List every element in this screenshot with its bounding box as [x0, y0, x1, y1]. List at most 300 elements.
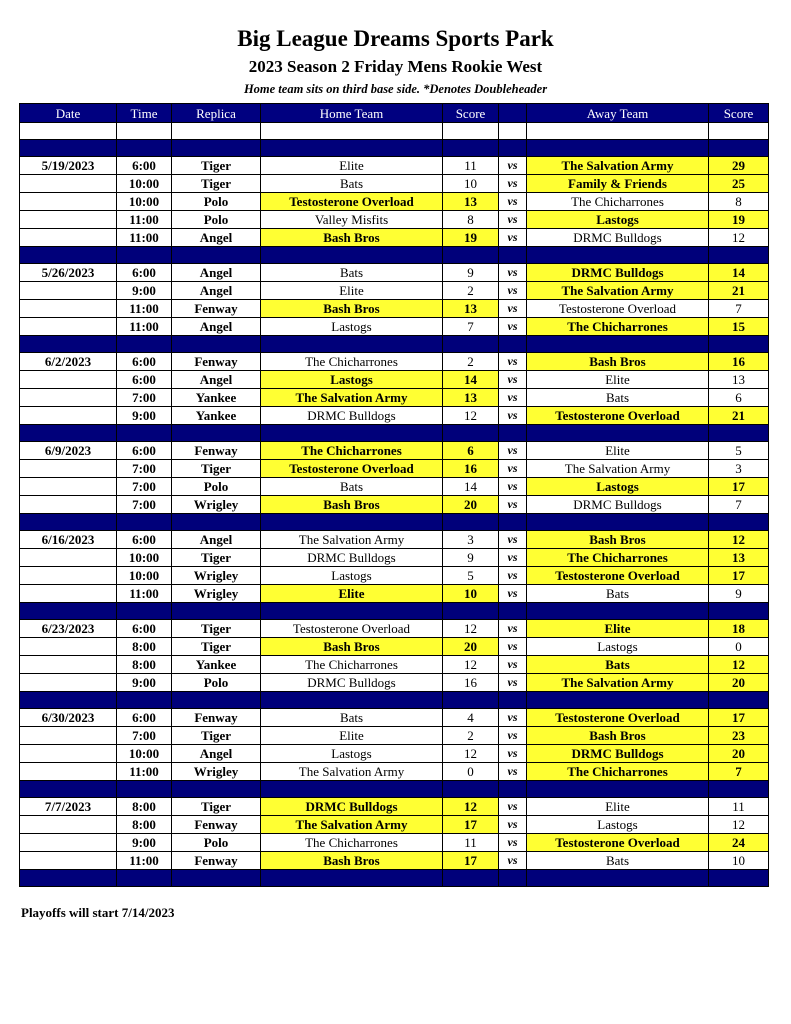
blank-row-cell — [709, 123, 769, 140]
game-date — [20, 816, 117, 834]
column-header-away-score: Score — [709, 104, 769, 123]
game-date — [20, 549, 117, 567]
week-separator-row-cell — [117, 870, 172, 887]
game-date: 6/9/2023 — [20, 442, 117, 460]
blank-row-cell — [117, 123, 172, 140]
game-date — [20, 389, 117, 407]
game-date — [20, 763, 117, 781]
vs-label: vs — [499, 531, 527, 549]
away-score: 17 — [709, 478, 769, 496]
vs-label: vs — [499, 229, 527, 247]
game-time: 8:00 — [117, 638, 172, 656]
vs-label: vs — [499, 460, 527, 478]
week-separator-row-cell — [172, 425, 261, 442]
home-score: 19 — [443, 229, 499, 247]
home-team: Elite — [261, 282, 443, 300]
week-separator-row-cell — [443, 425, 499, 442]
vs-label: vs — [499, 620, 527, 638]
week-separator-row-cell — [527, 514, 709, 531]
home-team: DRMC Bulldogs — [261, 407, 443, 425]
week-separator-row-cell — [499, 781, 527, 798]
vs-label: vs — [499, 442, 527, 460]
week-separator-row-cell — [20, 870, 117, 887]
away-score: 21 — [709, 282, 769, 300]
week-separator-row-cell — [117, 140, 172, 157]
away-score: 23 — [709, 727, 769, 745]
away-score: 14 — [709, 264, 769, 282]
away-team: The Chicharrones — [527, 193, 709, 211]
game-replica: Polo — [172, 478, 261, 496]
away-score: 29 — [709, 157, 769, 175]
away-team: Bash Bros — [527, 531, 709, 549]
week-separator-row — [20, 425, 769, 442]
home-score: 11 — [443, 834, 499, 852]
game-time: 6:00 — [117, 157, 172, 175]
vs-label: vs — [499, 763, 527, 781]
game-time: 9:00 — [117, 407, 172, 425]
vs-label: vs — [499, 798, 527, 816]
game-date: 7/7/2023 — [20, 798, 117, 816]
game-replica: Angel — [172, 745, 261, 763]
game-replica: Fenway — [172, 816, 261, 834]
game-time: 6:00 — [117, 371, 172, 389]
game-replica: Fenway — [172, 852, 261, 870]
away-score: 15 — [709, 318, 769, 336]
week-separator-row-cell — [172, 603, 261, 620]
week-separator-row-cell — [709, 514, 769, 531]
vs-label: vs — [499, 211, 527, 229]
away-team: DRMC Bulldogs — [527, 264, 709, 282]
week-separator-row-cell — [443, 336, 499, 353]
game-time: 11:00 — [117, 300, 172, 318]
vs-label: vs — [499, 496, 527, 514]
home-score: 20 — [443, 638, 499, 656]
game-time: 7:00 — [117, 478, 172, 496]
week-separator-row-cell — [443, 140, 499, 157]
game-date — [20, 834, 117, 852]
home-score: 2 — [443, 727, 499, 745]
away-score: 0 — [709, 638, 769, 656]
game-row — [20, 496, 769, 514]
game-date — [20, 460, 117, 478]
home-score: 2 — [443, 353, 499, 371]
game-date — [20, 496, 117, 514]
game-row — [20, 727, 769, 745]
game-row — [20, 353, 769, 371]
column-header-time: Time — [117, 104, 172, 123]
game-row — [20, 211, 769, 229]
week-separator-row-cell — [709, 603, 769, 620]
home-team: Bash Bros — [261, 229, 443, 247]
away-team: Testosterone Overload — [527, 834, 709, 852]
page-title: Big League Dreams Sports Park — [237, 26, 554, 51]
home-team: Testosterone Overload — [261, 620, 443, 638]
away-team: Bats — [527, 585, 709, 603]
week-separator-row-cell — [527, 692, 709, 709]
game-row — [20, 264, 769, 282]
away-score: 17 — [709, 709, 769, 727]
week-separator-row-cell — [443, 514, 499, 531]
away-score: 9 — [709, 585, 769, 603]
home-team: The Salvation Army — [261, 531, 443, 549]
week-separator-row-cell — [499, 514, 527, 531]
game-replica: Polo — [172, 193, 261, 211]
week-separator-row-cell — [443, 781, 499, 798]
week-separator-row — [20, 247, 769, 264]
week-separator-row-cell — [117, 425, 172, 442]
column-header-vs — [499, 104, 527, 123]
away-team: Elite — [527, 620, 709, 638]
away-team: The Salvation Army — [527, 282, 709, 300]
column-header-away-team: Away Team — [527, 104, 709, 123]
game-time: 10:00 — [117, 193, 172, 211]
week-separator-row-cell — [709, 692, 769, 709]
blank-row-cell — [527, 123, 709, 140]
away-score: 13 — [709, 371, 769, 389]
away-team: Bats — [527, 656, 709, 674]
week-separator-row-cell — [20, 603, 117, 620]
away-score: 16 — [709, 353, 769, 371]
game-time: 6:00 — [117, 353, 172, 371]
week-separator-row-cell — [172, 514, 261, 531]
game-time: 7:00 — [117, 389, 172, 407]
home-score: 6 — [443, 442, 499, 460]
home-team: Valley Misfits — [261, 211, 443, 229]
blank-row-cell — [261, 123, 443, 140]
week-separator-row-cell — [261, 781, 443, 798]
week-separator-row-cell — [527, 247, 709, 264]
game-replica: Tiger — [172, 460, 261, 478]
vs-label: vs — [499, 407, 527, 425]
home-score: 3 — [443, 531, 499, 549]
week-separator-row-cell — [499, 425, 527, 442]
home-team: Lastogs — [261, 745, 443, 763]
game-date — [20, 656, 117, 674]
game-row — [20, 389, 769, 407]
away-score: 25 — [709, 175, 769, 193]
game-time: 11:00 — [117, 852, 172, 870]
game-date — [20, 745, 117, 763]
week-separator-row-cell — [499, 692, 527, 709]
away-score: 12 — [709, 656, 769, 674]
away-score: 11 — [709, 798, 769, 816]
vs-label: vs — [499, 656, 527, 674]
game-time: 7:00 — [117, 496, 172, 514]
week-separator-row-cell — [20, 425, 117, 442]
week-separator-row-cell — [499, 336, 527, 353]
game-row — [20, 193, 769, 211]
game-row — [20, 318, 769, 336]
home-score: 13 — [443, 300, 499, 318]
home-team: Bats — [261, 175, 443, 193]
away-team: Testosterone Overload — [527, 709, 709, 727]
week-separator-row-cell — [261, 514, 443, 531]
week-separator-row-cell — [527, 425, 709, 442]
vs-label: vs — [499, 816, 527, 834]
blank-row-cell — [172, 123, 261, 140]
week-separator-row-cell — [20, 781, 117, 798]
week-separator-row-cell — [527, 870, 709, 887]
game-replica: Fenway — [172, 442, 261, 460]
week-separator-row-cell — [527, 603, 709, 620]
away-score: 12 — [709, 816, 769, 834]
game-time: 11:00 — [117, 763, 172, 781]
home-team: Bats — [261, 709, 443, 727]
week-separator-row-cell — [709, 425, 769, 442]
away-score: 10 — [709, 852, 769, 870]
away-score: 20 — [709, 745, 769, 763]
page-subtitle: 2023 Season 2 Friday Mens Rookie West — [248, 57, 543, 76]
game-time: 10:00 — [117, 175, 172, 193]
home-score: 2 — [443, 282, 499, 300]
game-time: 8:00 — [117, 816, 172, 834]
week-separator-row-cell — [709, 336, 769, 353]
game-date — [20, 229, 117, 247]
away-team: Elite — [527, 442, 709, 460]
game-row — [20, 460, 769, 478]
vs-label: vs — [499, 674, 527, 692]
week-separator-row-cell — [261, 603, 443, 620]
vs-label: vs — [499, 585, 527, 603]
home-team: The Salvation Army — [261, 763, 443, 781]
home-score: 14 — [443, 371, 499, 389]
away-team: Bats — [527, 852, 709, 870]
away-team: Lastogs — [527, 638, 709, 656]
away-score: 12 — [709, 229, 769, 247]
home-score: 0 — [443, 763, 499, 781]
vs-label: vs — [499, 193, 527, 211]
week-separator-row — [20, 140, 769, 157]
game-date — [20, 282, 117, 300]
blank-row — [20, 123, 769, 140]
week-separator-row-cell — [117, 692, 172, 709]
week-separator-row-cell — [443, 870, 499, 887]
away-team: The Chicharrones — [527, 549, 709, 567]
blank-row-cell — [20, 123, 117, 140]
home-team: Lastogs — [261, 318, 443, 336]
week-separator-row-cell — [20, 336, 117, 353]
home-score: 11 — [443, 157, 499, 175]
game-replica: Wrigley — [172, 496, 261, 514]
home-team: Bash Bros — [261, 496, 443, 514]
game-row — [20, 745, 769, 763]
game-row — [20, 816, 769, 834]
vs-label: vs — [499, 852, 527, 870]
week-separator-row-cell — [117, 336, 172, 353]
away-score: 13 — [709, 549, 769, 567]
game-date: 6/23/2023 — [20, 620, 117, 638]
away-team: The Salvation Army — [527, 157, 709, 175]
column-header-home-team: Home Team — [261, 104, 443, 123]
game-replica: Yankee — [172, 656, 261, 674]
home-team: Elite — [261, 727, 443, 745]
game-row — [20, 157, 769, 175]
week-separator-row-cell — [117, 603, 172, 620]
game-replica: Tiger — [172, 638, 261, 656]
week-separator-row — [20, 781, 769, 798]
game-time: 10:00 — [117, 745, 172, 763]
away-score: 21 — [709, 407, 769, 425]
game-date — [20, 371, 117, 389]
week-separator-row-cell — [443, 692, 499, 709]
week-separator-row-cell — [261, 140, 443, 157]
away-team: Testosterone Overload — [527, 567, 709, 585]
game-row — [20, 638, 769, 656]
home-score: 13 — [443, 389, 499, 407]
game-time: 7:00 — [117, 460, 172, 478]
vs-label: vs — [499, 300, 527, 318]
home-team: DRMC Bulldogs — [261, 798, 443, 816]
home-team: Lastogs — [261, 371, 443, 389]
game-date: 6/2/2023 — [20, 353, 117, 371]
away-team: Elite — [527, 371, 709, 389]
game-row — [20, 371, 769, 389]
away-score: 20 — [709, 674, 769, 692]
game-time: 9:00 — [117, 282, 172, 300]
game-row — [20, 709, 769, 727]
game-time: 6:00 — [117, 442, 172, 460]
home-team: DRMC Bulldogs — [261, 674, 443, 692]
game-row — [20, 175, 769, 193]
game-replica: Wrigley — [172, 763, 261, 781]
game-replica: Angel — [172, 531, 261, 549]
away-score: 6 — [709, 389, 769, 407]
game-row — [20, 585, 769, 603]
away-team: Elite — [527, 798, 709, 816]
week-separator-row-cell — [172, 781, 261, 798]
home-score: 12 — [443, 407, 499, 425]
game-time: 6:00 — [117, 620, 172, 638]
home-team: The Salvation Army — [261, 816, 443, 834]
page-note: Home team sits on third base side. *Denotes Doubleheader — [243, 82, 548, 96]
game-date — [20, 852, 117, 870]
home-team: Bash Bros — [261, 638, 443, 656]
week-separator-row-cell — [117, 247, 172, 264]
game-time: 11:00 — [117, 229, 172, 247]
vs-label: vs — [499, 567, 527, 585]
playoffs-note: Playoffs will start 7/14/2023 — [21, 905, 175, 920]
game-row — [20, 852, 769, 870]
home-score: 10 — [443, 175, 499, 193]
week-separator-row-cell — [20, 692, 117, 709]
week-separator-row-cell — [117, 514, 172, 531]
away-team: Bash Bros — [527, 727, 709, 745]
home-team: Bats — [261, 264, 443, 282]
away-team: Lastogs — [527, 478, 709, 496]
vs-label: vs — [499, 157, 527, 175]
game-replica: Polo — [172, 211, 261, 229]
week-separator-row — [20, 514, 769, 531]
week-separator-row-cell — [709, 140, 769, 157]
game-time: 7:00 — [117, 727, 172, 745]
game-time: 9:00 — [117, 674, 172, 692]
week-separator-row-cell — [20, 514, 117, 531]
game-row — [20, 834, 769, 852]
away-score: 8 — [709, 193, 769, 211]
game-row — [20, 674, 769, 692]
game-row — [20, 549, 769, 567]
schedule-body — [20, 123, 769, 887]
vs-label: vs — [499, 371, 527, 389]
vs-label: vs — [499, 709, 527, 727]
game-date — [20, 585, 117, 603]
week-separator-row-cell — [499, 870, 527, 887]
week-separator-row-cell — [117, 781, 172, 798]
week-separator-row-cell — [172, 247, 261, 264]
game-date — [20, 211, 117, 229]
home-team: Elite — [261, 585, 443, 603]
home-score: 9 — [443, 549, 499, 567]
week-separator-row-cell — [20, 247, 117, 264]
home-team: The Salvation Army — [261, 389, 443, 407]
home-score: 17 — [443, 852, 499, 870]
away-team: Testosterone Overload — [527, 407, 709, 425]
away-score: 19 — [709, 211, 769, 229]
away-team: DRMC Bulldogs — [527, 229, 709, 247]
game-date — [20, 727, 117, 745]
week-separator-row-cell — [172, 140, 261, 157]
game-row — [20, 798, 769, 816]
game-date — [20, 407, 117, 425]
away-team: The Salvation Army — [527, 460, 709, 478]
away-team: The Salvation Army — [527, 674, 709, 692]
game-date — [20, 478, 117, 496]
home-score: 17 — [443, 816, 499, 834]
home-score: 4 — [443, 709, 499, 727]
away-team: The Chicharrones — [527, 318, 709, 336]
game-replica: Yankee — [172, 389, 261, 407]
game-date — [20, 300, 117, 318]
home-team: Testosterone Overload — [261, 460, 443, 478]
week-separator-row-cell — [527, 140, 709, 157]
away-team: DRMC Bulldogs — [527, 496, 709, 514]
home-team: The Chicharrones — [261, 442, 443, 460]
game-row — [20, 282, 769, 300]
home-team: The Chicharrones — [261, 656, 443, 674]
week-separator-row — [20, 336, 769, 353]
game-replica: Tiger — [172, 798, 261, 816]
home-score: 16 — [443, 460, 499, 478]
column-header-replica: Replica — [172, 104, 261, 123]
game-row — [20, 531, 769, 549]
week-separator-row-cell — [172, 336, 261, 353]
home-team: Elite — [261, 157, 443, 175]
home-score: 12 — [443, 656, 499, 674]
away-score: 7 — [709, 763, 769, 781]
game-time: 8:00 — [117, 798, 172, 816]
week-separator-row-cell — [261, 870, 443, 887]
home-score: 14 — [443, 478, 499, 496]
away-team: Bats — [527, 389, 709, 407]
away-team: Lastogs — [527, 816, 709, 834]
vs-label: vs — [499, 834, 527, 852]
game-replica: Angel — [172, 371, 261, 389]
game-date: 5/19/2023 — [20, 157, 117, 175]
week-separator-row-cell — [527, 781, 709, 798]
week-separator-row — [20, 692, 769, 709]
home-team: Bash Bros — [261, 852, 443, 870]
week-separator-row — [20, 870, 769, 887]
game-date — [20, 567, 117, 585]
game-replica: Tiger — [172, 620, 261, 638]
game-time: 11:00 — [117, 585, 172, 603]
game-replica: Yankee — [172, 407, 261, 425]
vs-label: vs — [499, 264, 527, 282]
game-row — [20, 229, 769, 247]
game-replica: Angel — [172, 264, 261, 282]
away-score: 7 — [709, 496, 769, 514]
week-separator-row-cell — [709, 781, 769, 798]
